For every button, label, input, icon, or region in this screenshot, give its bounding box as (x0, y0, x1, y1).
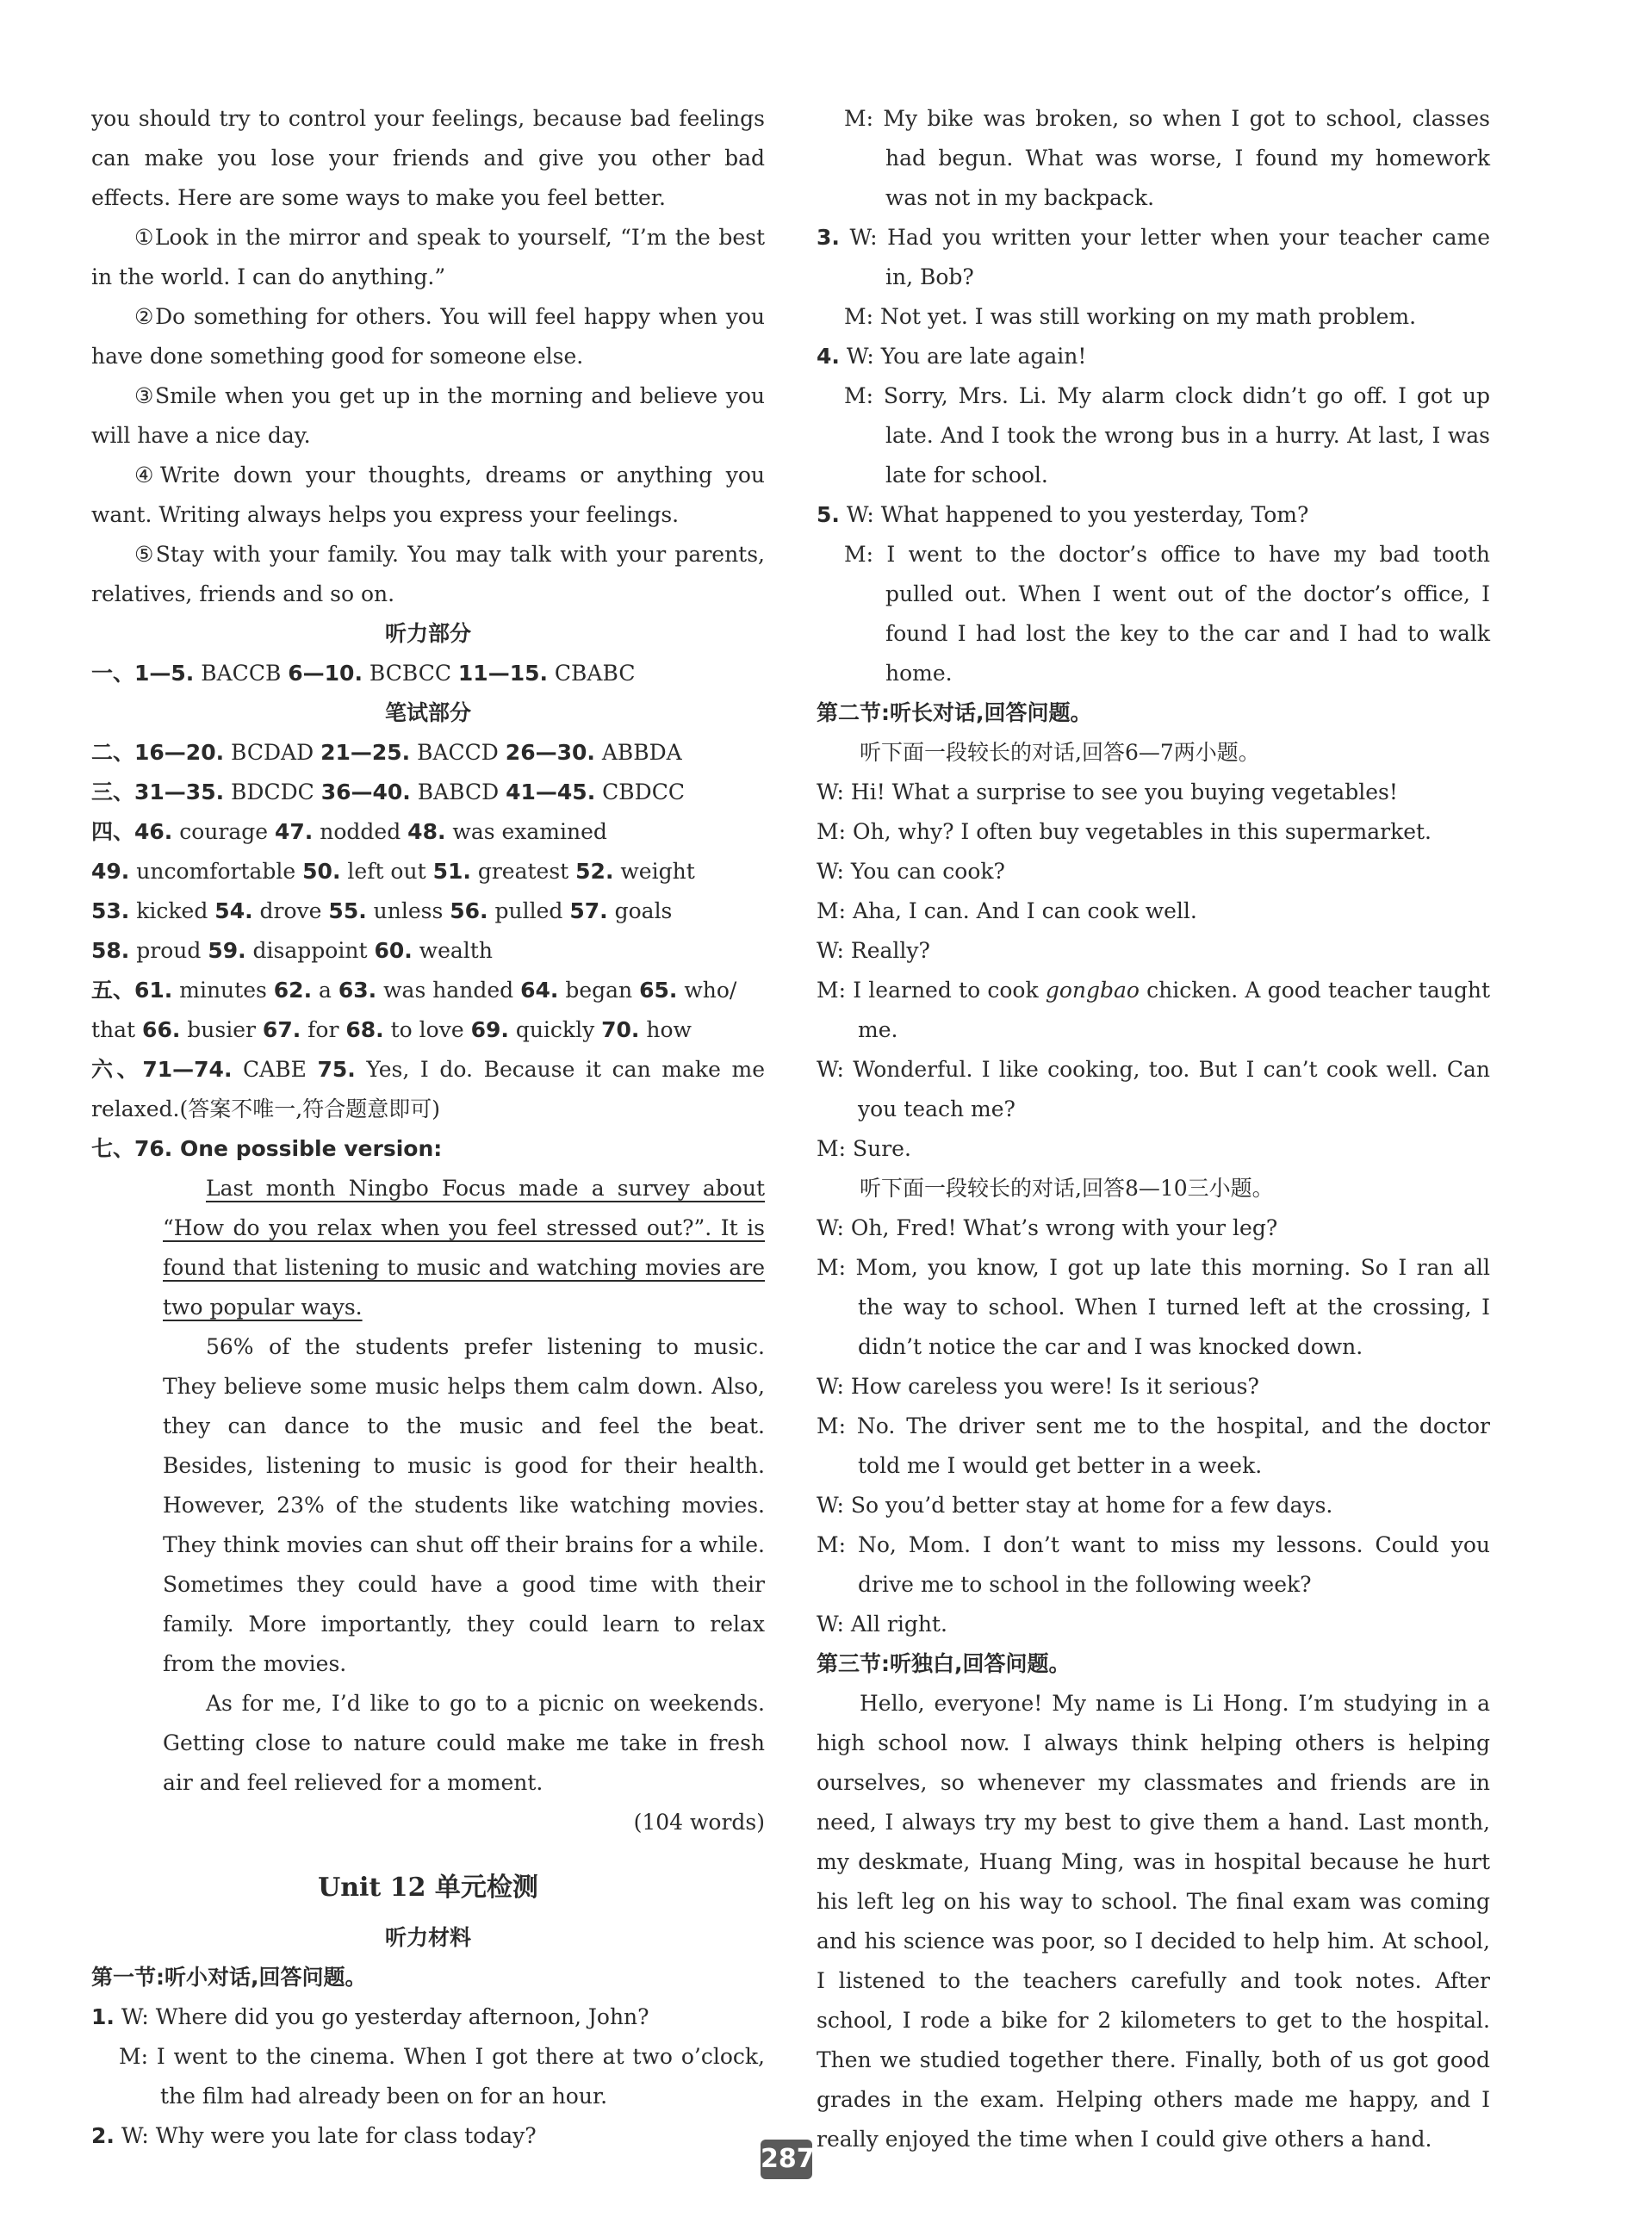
dialogue-line: W: How careless you were! Is it serious? (817, 1374, 1259, 1399)
dialogue-line: W: All right. (817, 1612, 947, 1637)
answer-row: 二、16—20. BCDAD 21—25. BACCD 26—30. ABBDA (91, 740, 682, 765)
listening-title: 听力部分 (384, 621, 471, 646)
way-item: ①Look in the mirror and speak to yourself, “I’m the best in the world. I can do anything.” (91, 225, 765, 289)
dialogue-line: M: Sorry, Mrs. Li. My alarm clock didn’t go off. I got up late. And I took the wrong bus in a hurry. At last, I was late for school. (844, 383, 1490, 488)
monologue: Hello, everyone! My name is Li Hong. I’m studying in a high school now. I always think helping others is helping ourselves, so whenever my classmates and friends are in need, I always try my best to give them a hand. Last month, my deskmate, Huang Ming, was in hospital because he hurt his left leg on his way to school. The final exam was coming and his science was poor, so I decided to help him. At school, I listened to the teachers carefully and took notes. After school, I rode a bike for 2 kilometers to get to the hospital. Then we studied together there. Finally, both of us got good grades in the exam. Helping others made me happy, and I really enjoyed the time when I could give others a hand. (817, 1691, 1490, 2152)
dialogue-line: W: You can cook? (817, 859, 1005, 884)
dialogue-line: M: No. The driver sent me to the hospital, and the doctor told me I would get better in a week. (817, 1413, 1490, 1478)
right-column (817, 99, 1490, 2159)
answer-row: 六、71—74. CABE 75. Yes, I do. Because it can make me relaxed.(答案不唯一,符合题意即可) (91, 1057, 765, 1121)
answer-row: 一、1—5. BACCB 6—10. BCBCC 11—15. CBABC (91, 661, 636, 686)
dialogue-line: W: Hi! What a surprise to see you buying vegetables! (817, 780, 1398, 804)
dialogue-line: M: Mom, you know, I got up late this morning. So I ran all the way to school. When I turned left at the crossing, I didn’t notice the car and I was knocked down. (817, 1255, 1490, 1359)
answer-row: 四、46. courage 47. nodded 48. was examined (91, 819, 607, 844)
dialogue-line: M: Oh, why? I often buy vegetables in this supermarket. (817, 819, 1432, 844)
answer-row: 49. uncomfortable 50. left out 51. greatest 52. weight (91, 859, 695, 884)
dialogue-line: 2. W: Why were you late for class today? (91, 2123, 537, 2148)
section-title: 第三节:听独白,回答问题。 (817, 1651, 1071, 1676)
essay-paragraph: As for me, I’d like to go to a picnic on weekends. Getting close to nature could make me take in fresh air and feel relieved for a moment. (163, 1691, 765, 1795)
page-number: 287 (761, 2140, 812, 2179)
instruction: 听下面一段较长的对话,回答8—10三小题。 (860, 1176, 1274, 1201)
answer-row: 三、31—35. BDCDC 36—40. BABCD 41—45. CBDCC (91, 780, 685, 804)
way-item: ③Smile when you get up in the morning and believe you will have a nice day. (91, 383, 765, 448)
section-title: 第一节:听小对话,回答问题。 (91, 1965, 367, 1990)
instruction: 听下面一段较长的对话,回答6—7两小题。 (860, 740, 1260, 765)
dialogue-line: M: No, Mom. I don’t want to miss my lessons. Could you drive me to school in the following week? (817, 1532, 1490, 1597)
way-item: ⑤Stay with your family. You may talk with your parents, relatives, friends and so on. (91, 542, 765, 606)
unit-title: Unit 12 单元检测 (318, 1873, 538, 1903)
dialogue-line: M: I went to the doctor’s office to have my bad tooth pulled out. When I went out of the doctor’s office, I found I had lost the key to the car and I had to walk home. (844, 542, 1490, 686)
answer-row: 七、76. One possible version: (91, 1136, 443, 1161)
dialogue-line: W: Wonderful. I like cooking, too. But I can’t cook well. Can you teach me? (817, 1057, 1490, 1121)
way-item: ④Write down your thoughts, dreams or anything you want. Writing always helps you express your feelings. (91, 463, 765, 527)
essay-intro: Last month Ningbo Focus made a survey about “How do you relax when you feel stressed out?”. It is found that listening to music and watching movies are two popular ways. (163, 1176, 765, 1320)
dialogue-line: W: Oh, Fred! What’s wrong with your leg? (817, 1215, 1278, 1240)
way-item: ②Do something for others. You will feel happy when you have done something good for someone else. (91, 304, 765, 369)
material-title: 听力材料 (384, 1925, 471, 1950)
dialogue-line: M: I went to the cinema. When I got there at two o’clock, the film had already been on for an hour. (119, 2044, 765, 2109)
written-title: 笔试部分 (384, 700, 471, 725)
dialogue-line: M: I learned to cook gongbao chicken. A good teacher taught me. (817, 978, 1490, 1042)
answer-row: 58. proud 59. disappoint 60. wealth (91, 938, 493, 963)
dialogue-line: W: So you’d better stay at home for a few days. (817, 1493, 1333, 1518)
answer-row: 五、61. minutes 62. a 63. was handed 64. began 65. who/ (91, 978, 737, 1003)
essay-paragraph: 56% of the students prefer listening to music. They believe some music helps them calm down. Also, they can dance to the music and feel the beat. Besides, listening to music is good for their health. However, 23% of the students like watching movies. They think movies can shut off their brains for a while. Sometimes they could have a good time with their family. More importantly, they could learn to relax from the movies. (163, 1334, 765, 1676)
answer-row: that 66. busier 67. for 68. to love 69. quickly 70. how (91, 1017, 692, 1042)
dialogue-line: W: Really? (817, 938, 930, 963)
dialogue-line: M: Aha, I can. And I can cook well. (817, 898, 1197, 923)
dialogue-line: M: Not yet. I was still working on my math problem. (844, 304, 1417, 329)
answer-row: 53. kicked 54. drove 55. unless 56. pulled 57. goals (91, 898, 673, 923)
dialogue-line: 4. W: You are late again! (817, 344, 1087, 369)
dialogue-line: M: My bike was broken, so when I got to school, classes had begun. What was worse, I found my homework was not in my backpack. (844, 106, 1490, 210)
dialogue-line: M: Sure. (817, 1136, 911, 1161)
dialogue-line: 5. W: What happened to you yesterday, Tom? (817, 502, 1309, 527)
word-count: (104 words) (633, 1810, 765, 1835)
dialogue-line: 1. W: Where did you go yesterday afternoon, John? (91, 2004, 649, 2029)
left-column (91, 99, 765, 2156)
dialogue-line: 3. W: Had you written your letter when your teacher came in, Bob? (817, 225, 1490, 289)
section-title: 第二节:听长对话,回答问题。 (817, 700, 1092, 725)
paragraph: you should try to control your feelings, because bad feelings can make you lose your friends and give you other bad effects. Here are some ways to make you feel better. (91, 106, 765, 210)
